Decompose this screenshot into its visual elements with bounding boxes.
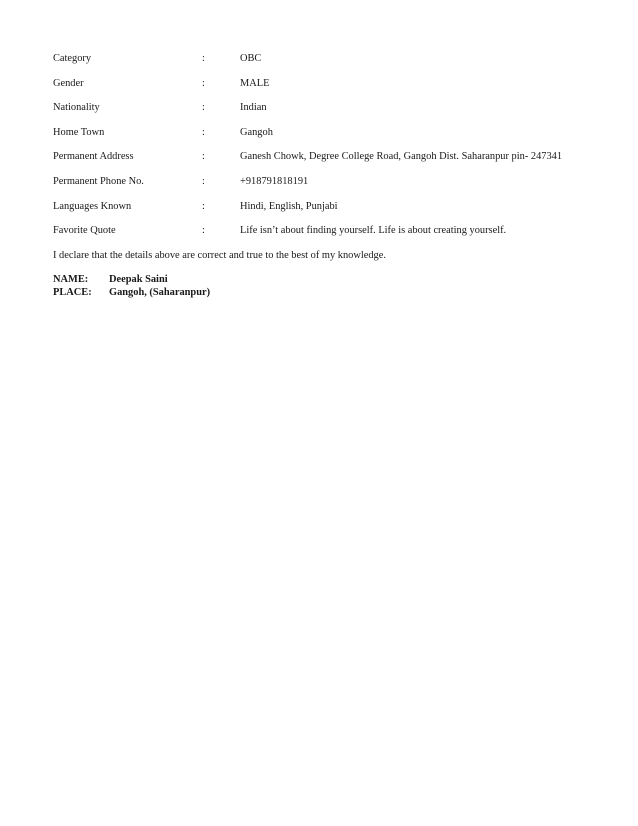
detail-value: Gangoh xyxy=(240,126,273,138)
detail-label: Home Town xyxy=(53,126,105,138)
detail-separator: : xyxy=(202,225,205,237)
detail-separator: : xyxy=(202,53,205,64)
detail-value: Life isn’t about finding yourself. Life is about creating yourself. xyxy=(240,225,507,237)
detail-label: Gender xyxy=(53,77,84,89)
name-label: NAME: xyxy=(53,274,89,285)
detail-row-permanent-phone xyxy=(53,175,623,200)
declaration-text: I declare that the details above are correct and true to the best of my knowledge. xyxy=(53,250,386,261)
detail-value: Ganesh Chowk, Degree College Road, Gangoh Dist. Saharanpur pin- 247341 xyxy=(240,151,563,163)
detail-value: OBC xyxy=(240,53,262,64)
place-value: Gangoh, (Saharanpur) xyxy=(109,286,211,298)
detail-row-permanent-address xyxy=(53,150,623,175)
detail-row-home-town xyxy=(53,126,623,151)
detail-value: Indian xyxy=(240,102,267,114)
detail-label: Category xyxy=(53,53,92,64)
detail-separator: : xyxy=(202,126,205,138)
detail-row-languages-known xyxy=(53,200,623,225)
detail-value: Hindi, English, Punjabi xyxy=(240,200,338,212)
detail-label: Languages Known xyxy=(53,200,132,212)
detail-label: Favorite Quote xyxy=(53,225,116,237)
detail-label: Nationality xyxy=(53,102,100,114)
detail-separator: : xyxy=(202,200,205,212)
name-value: Deepak Saini xyxy=(109,274,168,285)
detail-row-favorite-quote xyxy=(53,224,623,249)
detail-label: Permanent Address xyxy=(53,151,134,163)
personal-details-table xyxy=(53,52,623,249)
detail-separator: : xyxy=(202,151,205,163)
detail-row-category xyxy=(53,52,623,77)
detail-separator: : xyxy=(202,102,205,114)
detail-row-gender xyxy=(53,77,623,102)
detail-label: Permanent Phone No. xyxy=(53,175,144,187)
detail-separator: : xyxy=(202,77,205,89)
detail-value: MALE xyxy=(240,77,270,89)
place-label: PLACE: xyxy=(53,286,92,298)
detail-value: +918791818191 xyxy=(240,175,309,187)
detail-row-nationality xyxy=(53,101,623,126)
detail-separator: : xyxy=(202,175,205,187)
